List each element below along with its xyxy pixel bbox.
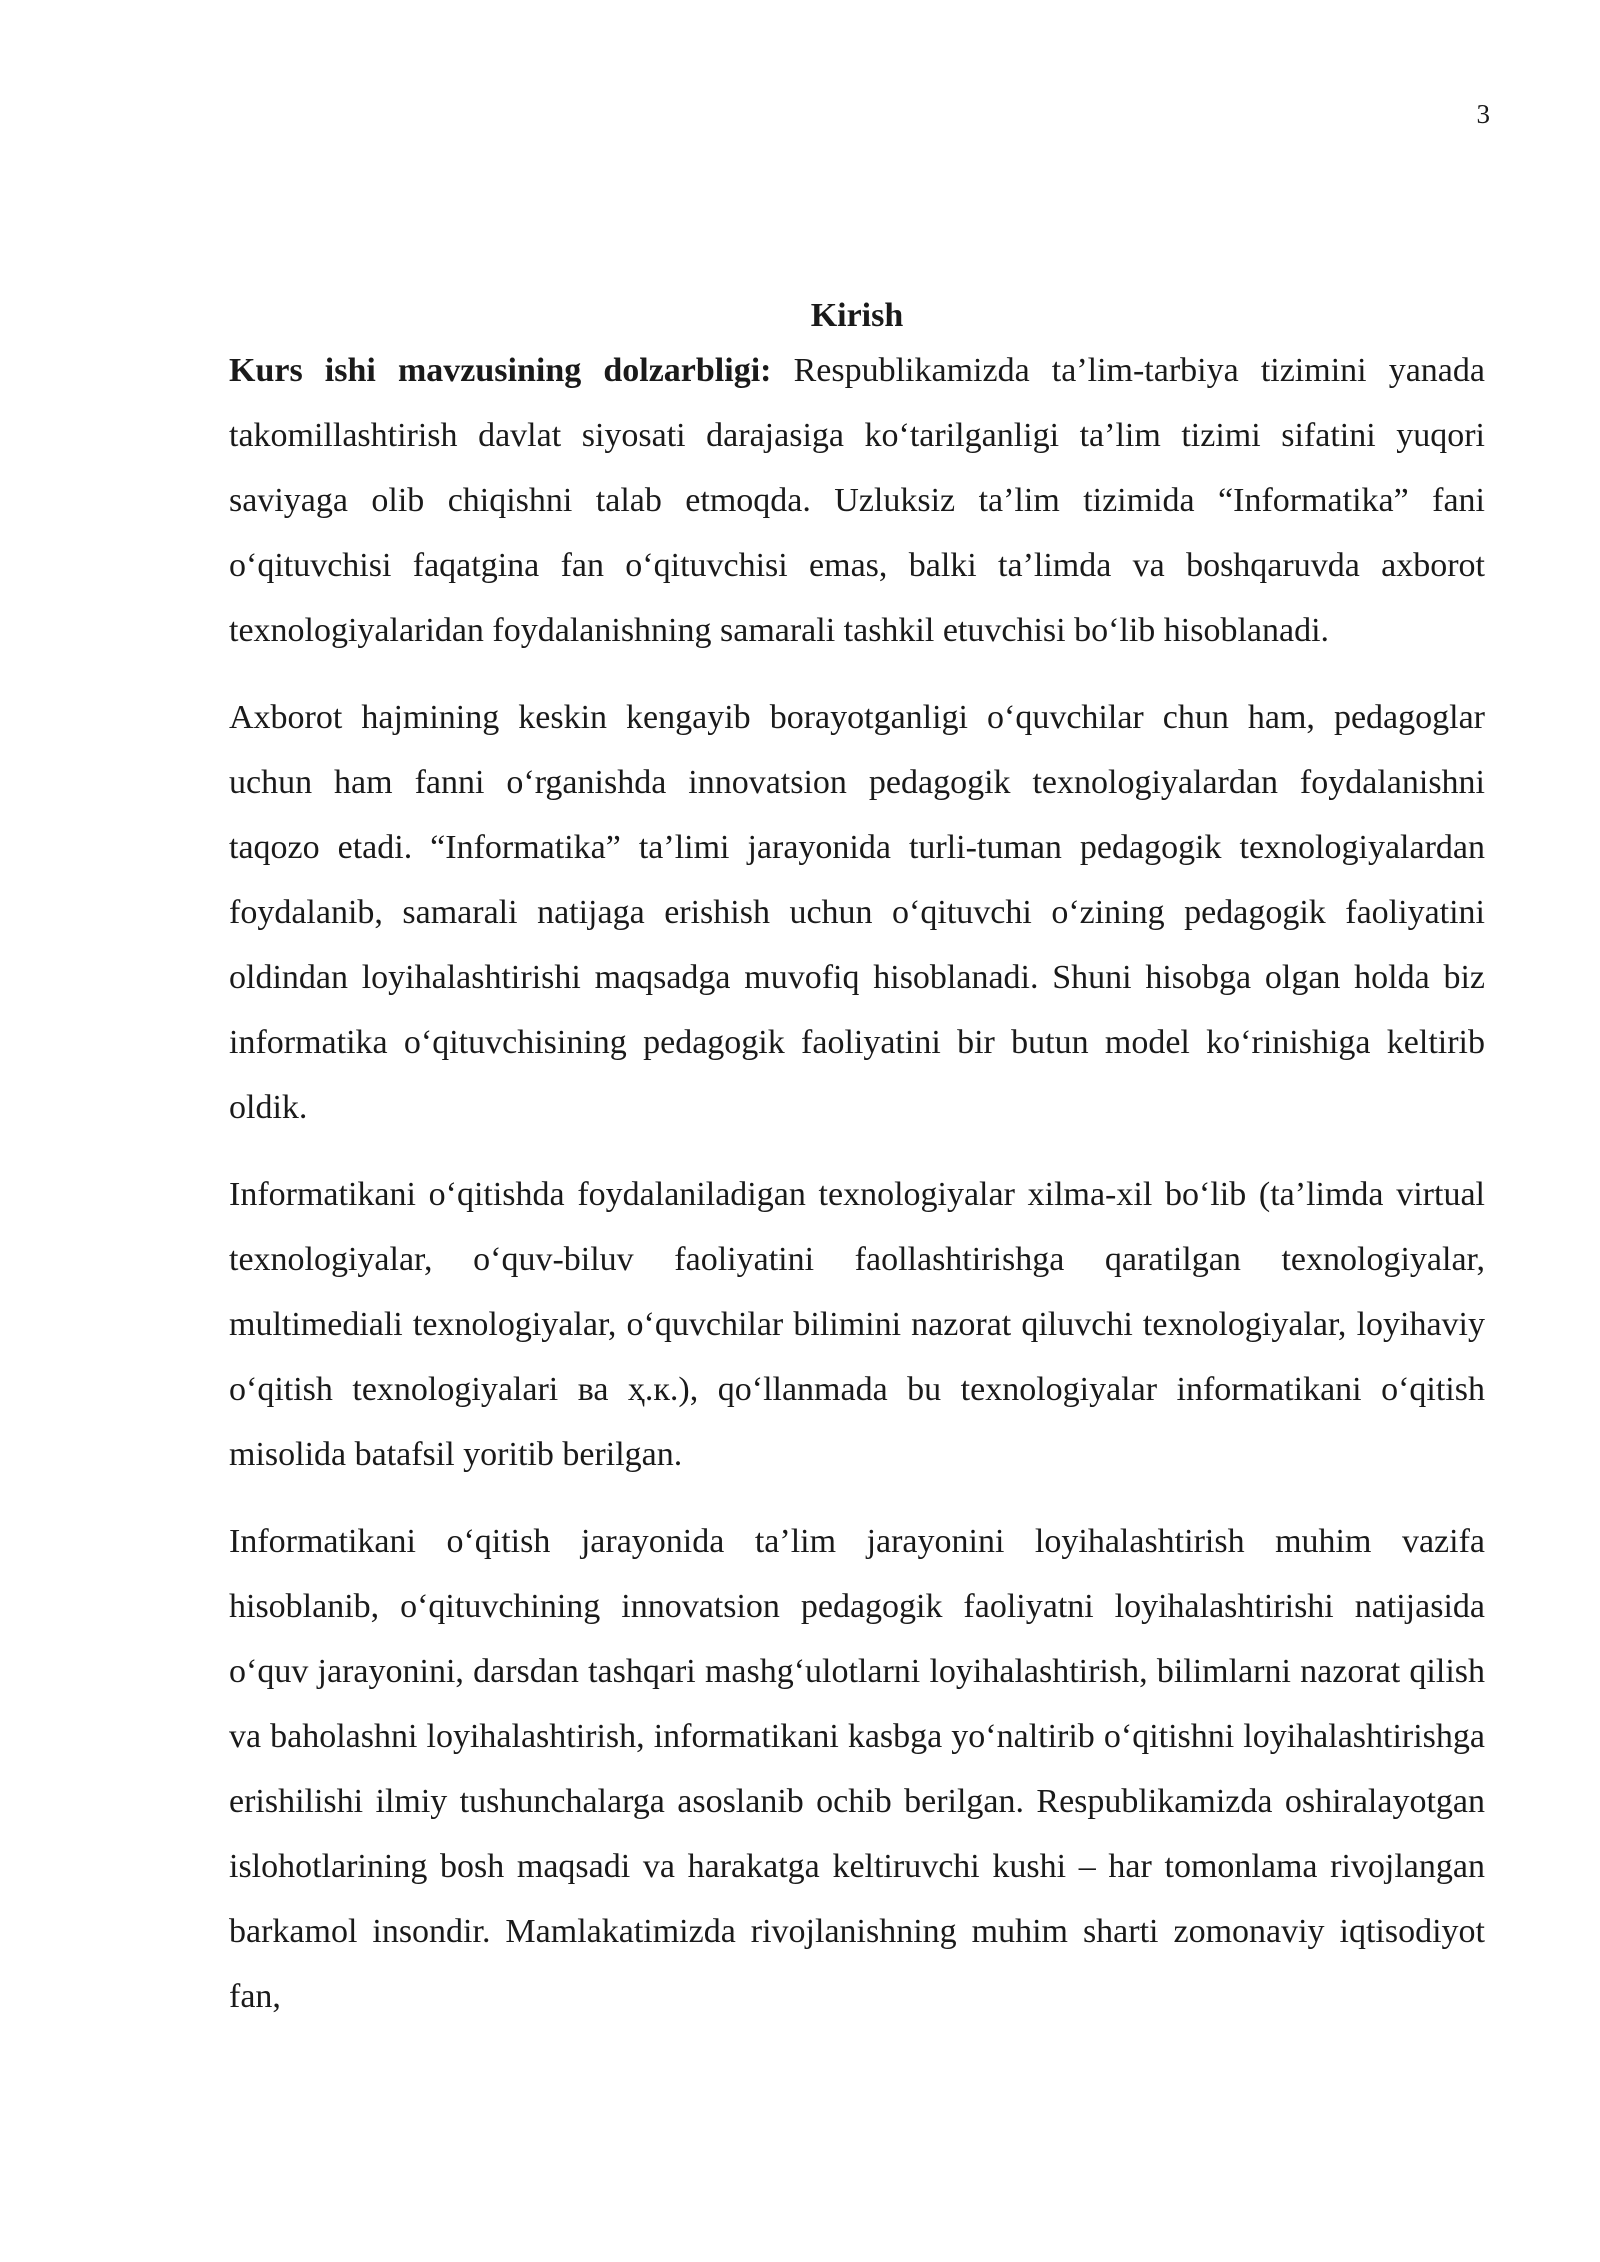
paragraph-1 (229, 338, 1485, 663)
lead-label: Kurs ishi mavzusining dolzarbligi: (229, 352, 772, 389)
paragraph-1-text: Respublikamizda ta’lim-tarbiya tizimini yanada takomillashtirish davlat siyosati darajasiga ko‘tarilganligi ta’lim tizimi sifatini yuqori saviyaga olib chiqishni talab etmoqda. Uzluksiz ta’lim tizimida “Informatika” fani o‘qituvchisi faqatgina fan o‘qituvchisi emas, balki ta’limda va boshqaruvda axborot texnologiyalaridan foydalanishning samarali tashkil etuvchisi bo‘lib hisoblanadi. (229, 352, 1485, 649)
document-body (229, 294, 1485, 2051)
paragraph-4: Informatikani o‘qitish jarayonida ta’lim jarayonini loyihalashtirish muhim vazifa hisoblanib, o‘qituvchining innovatsion pedagogik faoliyatni loyihalashtirishi natijasida o‘quv jarayonini, darsdan tashqari mashg‘ulotlarni loyihalashtirish, bilimlarni nazorat qilish va baholashni loyihalashtirish, informatikani kasbga yo‘naltirib o‘qitishni loyihalashtirishga erishilishi ilmiy tushunchalarga asoslanib ochib berilgan. Respublikamizda oshiralayotgan islohotlarining bosh maqsadi va harakatga keltiruvchi kushi – har tomonlama rivojlangan barkamol insondir. Mamlakatimizda rivojlanishning muhim sharti zomonaviy iqtisodiyot fan, (229, 1523, 1485, 2015)
paragraph-3: Informatikani o‘qitishda foydalaniladigan texnologiyalar xilma-xil bo‘lib (ta’limda virtual texnologiyalar, o‘quv-biluv faoliyatini faollashtirishga qaratilgan texnologiyalar, multimediali texnologiyalar, o‘quvchilar bilimini nazorat qiluvchi texnologiyalar, loyihaviy o‘qitish texnologiyalari ва ҳ.к.), qo‘llanmada bu texnologiyalar informatikani o‘qitish misolida batafsil yoritib berilgan. (229, 1176, 1485, 1473)
paragraph-2: Axborot hajmining keskin kengayib borayotganligi o‘quvchilar chun ham, pedagoglar uchun ham fanni o‘rganishda innovatsion pedagogik texnologiyalardan foydalanishni taqozo etadi. “Informatika” ta’limi jarayonida turli-tuman pedagogik texnologiyalardan foydalanib, samarali natijaga erishish uchun o‘qituvchi o‘zining pedagogik faoliyatini oldindan loyihalashtirishi maqsadga muvofiq hisoblanadi. Shuni hisobga olgan holda biz informatika o‘qituvchisining pedagogik faoliyatini bir butun model ko‘rinishiga keltirib oldik. (229, 699, 1485, 1126)
page-number: 3 (1476, 99, 1490, 129)
section-heading: Kirish (810, 297, 904, 334)
